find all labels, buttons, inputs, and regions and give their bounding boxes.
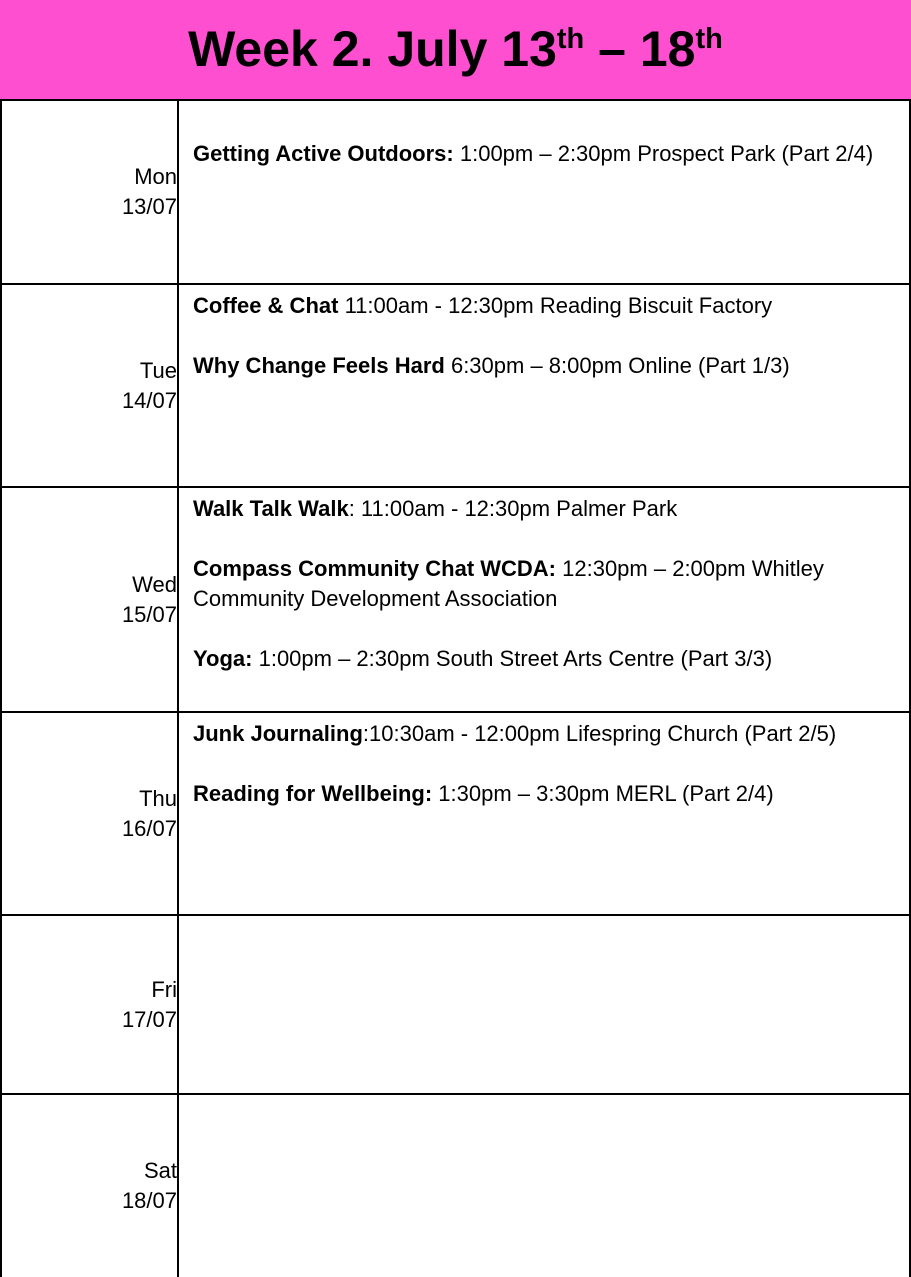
event-title: Junk Journaling — [193, 721, 363, 746]
page-header — [0, 0, 911, 100]
event-detail: 12:30pm – 2:00pm Whitley Community Development Association — [193, 556, 824, 611]
table-row — [1, 712, 910, 915]
event-detail: 1:00pm – 2:30pm Prospect Park (Part 2/4) — [453, 141, 874, 166]
event-item — [193, 554, 889, 614]
day-cell — [1, 487, 178, 712]
day-name: Fri — [151, 976, 177, 1002]
events-cell — [178, 1094, 910, 1277]
page-title — [188, 21, 723, 77]
title-text: Week 2. July 13 — [188, 21, 557, 77]
event-title: Walk Talk Walk — [193, 496, 349, 521]
table-row — [1, 915, 910, 1094]
event-item — [193, 779, 889, 809]
table-row — [1, 284, 910, 487]
table-row — [1, 100, 910, 284]
event-detail: 1:00pm – 2:30pm South Street Arts Centre (Part 3/3) — [252, 646, 773, 671]
day-date: 15/07 — [121, 601, 177, 627]
day-cell — [1, 284, 178, 487]
day-name: Thu — [139, 785, 177, 811]
schedule-table — [0, 99, 911, 1277]
event-detail: : 11:00am - 12:30pm Palmer Park — [348, 496, 678, 521]
day-date: 16/07 — [121, 815, 177, 841]
day-name: Mon — [134, 164, 177, 189]
table-row — [1, 1094, 910, 1277]
event-item — [193, 719, 889, 749]
event-title: Coffee & Chat — [193, 293, 339, 318]
table-row — [1, 487, 910, 712]
day-cell — [1, 1094, 178, 1277]
event-item — [193, 351, 889, 381]
event-title: Getting Active Outdoors: — [193, 141, 454, 166]
day-cell — [1, 712, 178, 915]
day-date: 13/07 — [121, 194, 177, 219]
event-detail: 6:30pm – 8:00pm Online (Part 1/3) — [444, 353, 790, 378]
events-cell — [178, 915, 910, 1094]
event-detail: 1:30pm – 3:30pm MERL (Part 2/4) — [432, 781, 774, 806]
event-title: Reading for Wellbeing: — [193, 781, 433, 806]
day-date: 17/07 — [121, 1006, 177, 1032]
day-date: 18/07 — [121, 1188, 177, 1213]
event-item — [193, 291, 889, 321]
event-item — [193, 494, 889, 524]
title-superscript-end: th — [695, 23, 723, 56]
event-title: Yoga: — [193, 646, 253, 671]
events-cell — [178, 487, 910, 712]
day-cell — [1, 100, 178, 284]
day-name: Sat — [143, 1158, 177, 1183]
events-cell — [178, 712, 910, 915]
day-name: Wed — [132, 571, 177, 597]
day-date: 14/07 — [121, 387, 177, 413]
events-cell — [178, 284, 910, 487]
title-text-end: – 18 — [584, 21, 696, 77]
event-title: Compass Community Chat WCDA: — [193, 556, 557, 581]
event-detail: 11:00am - 12:30pm Reading Biscuit Factory — [338, 293, 773, 318]
event-item — [193, 644, 889, 674]
events-cell — [178, 100, 910, 284]
title-superscript: th — [556, 23, 585, 56]
day-name: Tue — [139, 357, 177, 383]
event-item — [193, 139, 889, 169]
event-detail: :10:30am - 12:00pm Lifespring Church (Part 2/5) — [362, 721, 837, 746]
day-cell — [1, 915, 178, 1094]
event-title: Why Change Feels Hard — [193, 353, 445, 378]
